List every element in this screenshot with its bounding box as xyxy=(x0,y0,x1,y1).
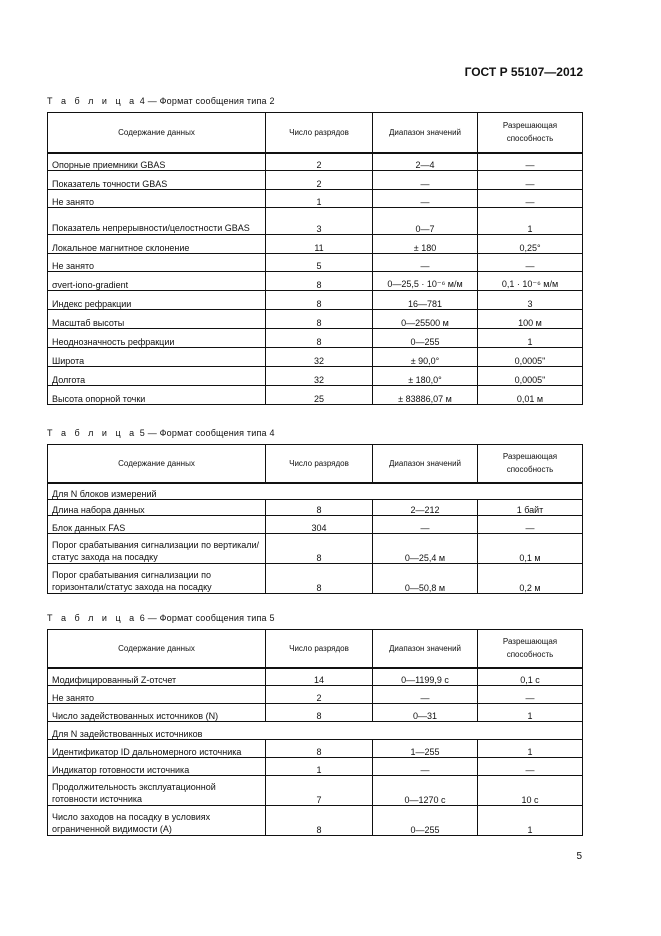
row-value: 0—25500 м xyxy=(373,310,478,329)
row-value: 0—7 xyxy=(373,208,478,235)
table6-caption xyxy=(47,613,275,623)
row-value: 1 xyxy=(478,704,583,722)
row-value: 2 xyxy=(266,686,373,704)
row-value: — xyxy=(373,190,478,208)
row-label: Индекс рефракции xyxy=(48,291,266,310)
table-row xyxy=(48,386,583,405)
row-value: 0—1199,9 с xyxy=(373,668,478,686)
table-row xyxy=(48,704,583,722)
row-label: Порог срабатывания сигнализации по горизонтали/статус захода на посадку xyxy=(48,564,266,594)
row-value: 11 xyxy=(266,235,373,254)
row-value: 8 xyxy=(266,272,373,291)
page-number: 5 xyxy=(576,851,582,862)
table-row xyxy=(48,235,583,254)
table5-caption xyxy=(47,428,275,438)
table5-section-row xyxy=(48,483,583,500)
row-value: 1 байт xyxy=(478,500,583,516)
row-value: ± 180 xyxy=(373,235,478,254)
row-value: 0,2 м xyxy=(478,564,583,594)
table-row xyxy=(48,291,583,310)
table4-caption-prefix: Т а б л и ц а xyxy=(47,96,138,106)
row-label: Широта xyxy=(48,348,266,367)
table-row xyxy=(48,806,583,836)
row-value: 0—25,4 м xyxy=(373,534,478,564)
table4-header-cell: Разрешающая способность xyxy=(478,113,583,153)
row-value: 0—255 xyxy=(373,329,478,348)
row-value: ± 180,0° xyxy=(373,367,478,386)
row-value: 0,0005" xyxy=(478,367,583,386)
table6-section-label: Для N задействованных источников xyxy=(48,722,583,740)
row-value: 0,25° xyxy=(478,235,583,254)
row-label: Высота опорной точки xyxy=(48,386,266,405)
row-value: 2—4 xyxy=(373,153,478,171)
table-row xyxy=(48,516,583,534)
table4-caption-text: 4 — Формат сообщения типа 2 xyxy=(137,96,275,106)
table6-header-cell: Число разрядов xyxy=(266,630,373,668)
table6-header-row xyxy=(48,630,583,668)
row-label: Не занято xyxy=(48,686,266,704)
row-value: 2—212 xyxy=(373,500,478,516)
row-label: Масштаб высоты xyxy=(48,310,266,329)
row-value: 25 xyxy=(266,386,373,405)
table5-caption-prefix: Т а б л и ц а xyxy=(47,428,138,438)
row-value: ± 90,0° xyxy=(373,348,478,367)
table4-header-cell: Число разрядов xyxy=(266,113,373,153)
table6 xyxy=(47,629,583,836)
row-value: 0,1 м xyxy=(478,534,583,564)
row-label: Не занято xyxy=(48,190,266,208)
row-value: 0,01 м xyxy=(478,386,583,405)
table6-caption-text: 6 — Формат сообщения типа 5 xyxy=(137,613,275,623)
row-value: 1 xyxy=(266,190,373,208)
row-value: 8 xyxy=(266,534,373,564)
row-label: Число задействованных источников (N) xyxy=(48,704,266,722)
row-value: 32 xyxy=(266,348,373,367)
table-row xyxy=(48,348,583,367)
row-label: σvert-iono-gradient xyxy=(48,272,266,291)
row-value: — xyxy=(373,516,478,534)
row-value: — xyxy=(478,686,583,704)
table-row xyxy=(48,776,583,806)
standard-number: ГОСТ Р 55107—2012 xyxy=(464,65,583,79)
row-label: Число заходов на посадку в условиях ограниченной видимости (A) xyxy=(48,806,266,836)
row-value: — xyxy=(478,153,583,171)
row-value: — xyxy=(478,516,583,534)
row-value: 8 xyxy=(266,806,373,836)
row-value: 16—781 xyxy=(373,291,478,310)
row-value: 0—31 xyxy=(373,704,478,722)
table5-header-cell: Число разрядов xyxy=(266,445,373,483)
table-row xyxy=(48,208,583,235)
table5-header-row xyxy=(48,445,583,483)
row-label: Длина набора данных xyxy=(48,500,266,516)
row-value: 100 м xyxy=(478,310,583,329)
row-label: Показатель точности GBAS xyxy=(48,171,266,190)
row-value: ± 83886,07 м xyxy=(373,386,478,405)
table-row xyxy=(48,272,583,291)
table-row xyxy=(48,367,583,386)
row-value: 0,0005" xyxy=(478,348,583,367)
row-label: Блок данных FAS xyxy=(48,516,266,534)
table-row xyxy=(48,564,583,594)
table6-caption-prefix: Т а б л и ц а xyxy=(47,613,138,623)
row-value: 1 xyxy=(478,740,583,758)
row-value: 8 xyxy=(266,500,373,516)
row-value: 2 xyxy=(266,153,373,171)
table5 xyxy=(47,444,583,594)
table4 xyxy=(47,112,583,405)
row-label: Индикатор готовности источника xyxy=(48,758,266,776)
table-row xyxy=(48,740,583,758)
row-value: 8 xyxy=(266,740,373,758)
row-label: Идентификатор ID дальномерного источника xyxy=(48,740,266,758)
row-value: 0,1 · 10⁻⁶ м/м xyxy=(478,272,583,291)
row-label: Долгота xyxy=(48,367,266,386)
row-value: 7 xyxy=(266,776,373,806)
table5-header-cell: Разрешающая способность xyxy=(478,445,583,483)
row-label: Порог срабатывания сигнализации по вертикали/статус захода на посадку xyxy=(48,534,266,564)
table5-section-label: Для N блоков измерений xyxy=(48,483,583,500)
row-value: 8 xyxy=(266,291,373,310)
table4-header-row xyxy=(48,113,583,153)
table-row xyxy=(48,668,583,686)
table4-header-cell: Содержание данных xyxy=(48,113,266,153)
table6-header-cell: Диапазон значений xyxy=(373,630,478,668)
row-value: — xyxy=(478,758,583,776)
row-label: Неоднозначность рефракции xyxy=(48,329,266,348)
row-value: 3 xyxy=(266,208,373,235)
table4-caption xyxy=(47,96,275,106)
row-value: 14 xyxy=(266,668,373,686)
table6-section-row xyxy=(48,722,583,740)
table-row xyxy=(48,153,583,171)
row-value: 0—50,8 м xyxy=(373,564,478,594)
row-value: 5 xyxy=(266,254,373,272)
table6-header-cell: Разрешающая способность xyxy=(478,630,583,668)
row-value: — xyxy=(373,171,478,190)
table-row xyxy=(48,171,583,190)
table5-caption-text: 5 — Формат сообщения типа 4 xyxy=(137,428,275,438)
row-value: 32 xyxy=(266,367,373,386)
row-value: — xyxy=(478,254,583,272)
row-label: Модифицированный Z-отсчет xyxy=(48,668,266,686)
row-label: Продолжительность эксплуатационной готовности источника xyxy=(48,776,266,806)
table5-header-cell: Диапазон значений xyxy=(373,445,478,483)
row-value: 8 xyxy=(266,564,373,594)
table-row xyxy=(48,758,583,776)
table-row xyxy=(48,310,583,329)
row-label: Показатель непрерывности/целостности GBAS xyxy=(48,208,266,235)
row-value: 0,1 с xyxy=(478,668,583,686)
row-value: 2 xyxy=(266,171,373,190)
row-value: 1 xyxy=(478,329,583,348)
row-value: — xyxy=(373,758,478,776)
table-row xyxy=(48,190,583,208)
row-value: 3 xyxy=(478,291,583,310)
row-value: 1 xyxy=(478,208,583,235)
table-row xyxy=(48,500,583,516)
row-label: Опорные приемники GBAS xyxy=(48,153,266,171)
row-value: — xyxy=(373,686,478,704)
row-label: Локальное магнитное склонение xyxy=(48,235,266,254)
row-value: — xyxy=(478,190,583,208)
row-value: 8 xyxy=(266,704,373,722)
row-value: 0—25,5 · 10⁻⁶ м/м xyxy=(373,272,478,291)
table-row xyxy=(48,686,583,704)
row-value: 0—1270 с xyxy=(373,776,478,806)
row-value: 10 с xyxy=(478,776,583,806)
row-value: — xyxy=(478,171,583,190)
table5-header-cell: Содержание данных xyxy=(48,445,266,483)
row-value: — xyxy=(373,254,478,272)
table-row xyxy=(48,329,583,348)
table-row xyxy=(48,254,583,272)
row-value: 1 xyxy=(266,758,373,776)
row-value: 8 xyxy=(266,329,373,348)
row-value: 8 xyxy=(266,310,373,329)
row-value: 1 xyxy=(478,806,583,836)
row-label: Не занято xyxy=(48,254,266,272)
row-value: 1—255 xyxy=(373,740,478,758)
row-value: 0—255 xyxy=(373,806,478,836)
row-value: 304 xyxy=(266,516,373,534)
table6-header-cell: Содержание данных xyxy=(48,630,266,668)
table4-header-cell: Диапазон значений xyxy=(373,113,478,153)
table-row xyxy=(48,534,583,564)
